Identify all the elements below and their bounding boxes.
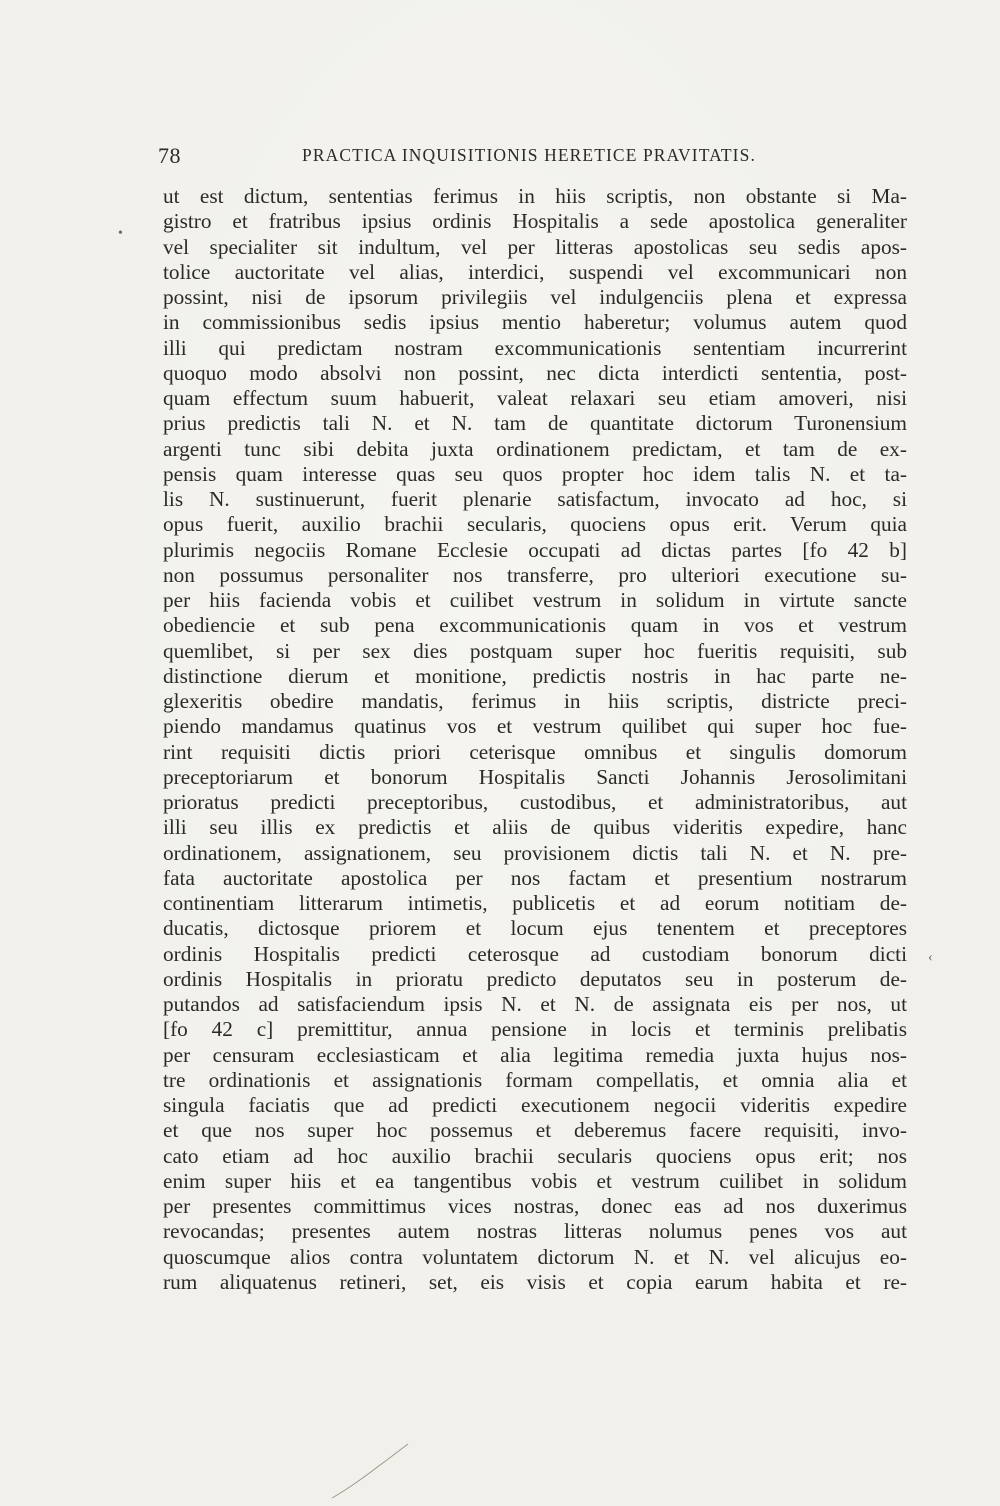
margin-dot-mark: • (118, 226, 123, 241)
text-line: glexeritis obedire mandatis, ferimus in hiis scriptis, districte preci- (163, 689, 907, 713)
text-line: preceptoriarum et bonorum Hospitalis Sancti Johannis Jerosolimitani (163, 764, 907, 789)
text-line: rum aliquatenus retineri, set, eis visis et copia earum habita et re- (163, 1269, 907, 1294)
page-header (155, 143, 915, 173)
text-line: ducatis, dictosque priorem et locum ejus tenentem et preceptores (163, 916, 907, 941)
text-line: in commissionibus sedis ipsius mentio haberetur; volumus autem quod (163, 310, 907, 335)
text-line: lis N. sustinuerunt, fuerit plenarie satisfactum, invocato ad hoc, si (163, 487, 907, 511)
text-line: ordinis Hospitalis in prioratu predicto deputatos seu in posterum de- (163, 966, 907, 991)
text-line: ut est dictum, sententias ferimus in hiis scriptis, non obstante si Ma- (163, 184, 907, 208)
text-line: plurimis negociis Romane Ecclesie occupati ad dictas partes [fo 42 b] (163, 537, 907, 562)
text-line: illi seu illis ex predictis et aliis de quibus videritis expedire, hanc (163, 815, 907, 840)
text-line: ordinis Hospitalis predicti ceterosque ad custodiam bonorum dicti (163, 941, 907, 966)
text-line: piendo mandamus quatinus vos et vestrum quilibet qui super hoc fue- (163, 714, 907, 739)
text-line: pensis quam interesse quas seu quos propter hoc idem talis N. et ta- (163, 461, 907, 486)
running-title: PRACTICA INQUISITIONIS HERETICE PRAVITATIS. (302, 145, 756, 165)
body-text (163, 184, 907, 1295)
text-line: cato etiam ad hoc auxilio brachii secularis quociens opus erit; nos (163, 1143, 907, 1168)
text-line: per censuram ecclesiasticam et alia legitima remedia juxta hujus nos- (163, 1042, 907, 1067)
margin-dot-mark: ‹ (928, 950, 933, 965)
text-line: illi qui predictam nostram excommunicationis sententiam incurrerint (163, 335, 907, 360)
text-line: obediencie et sub pena excommunicationis quam in vos et vestrum (163, 613, 907, 638)
text-line: per presentes committimus vices nostras, donec eas ad nos duxerimus (163, 1194, 907, 1218)
text-line: prioratus predicti preceptoribus, custodibus, et administratoribus, aut (163, 790, 907, 814)
text-line: opus fuerit, auxilio brachii secularis, quociens opus erit. Verum quia (163, 512, 907, 537)
text-line: singula faciatis que ad predicti executionem negocii videritis expedire (163, 1093, 907, 1117)
text-line: distinctione dierum et monitione, predictis nostris in hac parte ne- (163, 663, 907, 688)
text-line: prius predictis tali N. et N. tam de quantitate dictorum Turonensium (163, 411, 907, 436)
text-line: rint requisiti dictis priori ceterisque omnibus et singulis domorum (163, 739, 907, 764)
text-line: [fo 42 c] premittitur, annua pensione in locis et terminis prelibatis (163, 1017, 907, 1042)
text-line: argenti tunc sibi debita juxta ordinationem predictam, et tam de ex- (163, 436, 907, 461)
text-line: vel specialiter sit indultum, vel per litteras apostolicas seu sedis apos- (163, 234, 907, 259)
pencil-stroke-mark (330, 1440, 410, 1500)
text-line: possint, nisi de ipsorum privilegiis vel indulgenciis plena et expressa (163, 285, 907, 309)
text-line: fata auctoritate apostolica per nos factam et presentium nostrarum (163, 865, 907, 890)
text-line: enim super hiis et ea tangentibus vobis et vestrum cuilibet in solidum (163, 1168, 907, 1193)
text-line: revocandas; presentes autem nostras litteras nolumus penes vos aut (163, 1219, 907, 1244)
text-line: quam effectum suum habuerit, valeat relaxari seu etiam amoveri, nisi (163, 386, 907, 410)
text-line: quoscumque alios contra voluntatem dictorum N. et N. vel alicujus eo- (163, 1244, 907, 1269)
text-line: et que nos super hoc possemus et deberemus facere requisiti, invo- (163, 1118, 907, 1143)
page-number: 78 (158, 143, 181, 168)
text-line: tre ordinationis et assignationis formam compellatis, et omnia alia et (163, 1067, 907, 1092)
text-line: quoquo modo absolvi non possint, nec dicta interdicti sententia, post- (163, 360, 907, 385)
text-line: quemlibet, si per sex dies postquam super hoc fueritis requisiti, sub (163, 638, 907, 663)
text-line: putandos ad satisfaciendum ipsis N. et N. de assignata eis per nos, ut (163, 992, 907, 1016)
text-line: ordinationem, assignationem, seu provisionem dictis tali N. et N. pre- (163, 840, 907, 865)
text-line: per hiis facienda vobis et cuilibet vestrum in solidum in virtute sancte (163, 588, 907, 612)
text-line: gistro et fratribus ipsius ordinis Hospitalis a sede apostolica generaliter (163, 209, 907, 234)
text-line: non possumus personaliter nos transferre, pro ulteriori executione su- (163, 562, 907, 587)
text-line: tolice auctoritate vel alias, interdici, suspendi vel excommunicari non (163, 259, 907, 284)
text-line: continentiam litterarum intimetis, publicetis et ad eorum notitiam de- (163, 891, 907, 915)
